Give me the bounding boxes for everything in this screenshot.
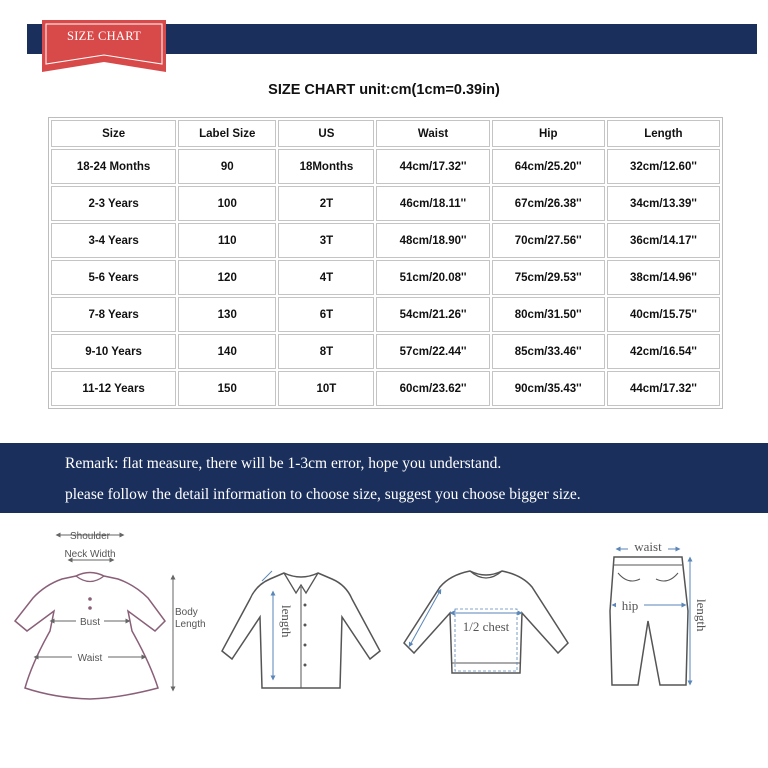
dress-neck-width-label: Neck Width — [64, 549, 116, 560]
cell-length: 44cm/17.32'' — [607, 371, 720, 406]
dress-length-label: Length — [175, 619, 206, 630]
measurement-diagrams — [0, 513, 768, 768]
cell-size: 11-12 Years — [51, 371, 176, 406]
table-row — [51, 223, 720, 258]
header-hip: Hip — [492, 120, 605, 147]
cell-us: 3T — [278, 223, 374, 258]
dress-bust-label: Bust — [79, 617, 101, 628]
dress-body-label: Body — [175, 607, 198, 618]
cell-label-size: 120 — [178, 260, 276, 295]
table-row — [51, 334, 720, 369]
cell-hip: 64cm/25.20'' — [492, 149, 605, 184]
header-waist: Waist — [376, 120, 489, 147]
header-length: Length — [607, 120, 720, 147]
pants-hip-label: hip — [621, 598, 639, 613]
cell-us: 8T — [278, 334, 374, 369]
cell-waist: 60cm/23.62'' — [376, 371, 489, 406]
cell-us: 6T — [278, 297, 374, 332]
cell-hip: 90cm/35.43'' — [492, 371, 605, 406]
cell-hip: 80cm/31.50'' — [492, 297, 605, 332]
shirt-diagram — [222, 571, 380, 688]
cell-label-size: 90 — [178, 149, 276, 184]
cell-size: 9-10 Years — [51, 334, 176, 369]
dress-shoulder-label: Shoulder — [69, 531, 111, 542]
size-chart-badge-label: SIZE CHART — [66, 29, 142, 43]
sweater-chest-label: 1/2 chest — [462, 619, 510, 634]
cell-us: 2T — [278, 186, 374, 221]
cell-waist: 48cm/18.90'' — [376, 223, 489, 258]
cell-hip: 67cm/26.38'' — [492, 186, 605, 221]
remark-line-2: please follow the detail information to choose size, suggest you choose bigger size. — [65, 486, 581, 503]
header-label-size: Label Size — [178, 120, 276, 147]
table-header-row — [51, 120, 720, 147]
header-us: US — [278, 120, 374, 147]
cell-waist: 46cm/18.11'' — [376, 186, 489, 221]
remark-banner — [0, 443, 768, 513]
cell-size: 5-6 Years — [51, 260, 176, 295]
cell-hip: 75cm/29.53'' — [492, 260, 605, 295]
cell-label-size: 130 — [178, 297, 276, 332]
pants-diagram — [610, 539, 709, 685]
pants-waist-label: waist — [634, 539, 662, 554]
cell-us: 4T — [278, 260, 374, 295]
table-row — [51, 186, 720, 221]
cell-size: 2-3 Years — [51, 186, 176, 221]
cell-length: 32cm/12.60'' — [607, 149, 720, 184]
cell-us: 18Months — [278, 149, 374, 184]
page-title: SIZE CHART unit:cm(1cm=0.39in) — [268, 82, 500, 98]
pants-length-label: length — [694, 599, 709, 632]
header-size: Size — [51, 120, 176, 147]
cell-us: 10T — [278, 371, 374, 406]
size-table — [48, 117, 723, 409]
cell-length: 38cm/14.96'' — [607, 260, 720, 295]
cell-waist: 44cm/17.32'' — [376, 149, 489, 184]
table-row — [51, 371, 720, 406]
cell-length: 34cm/13.39'' — [607, 186, 720, 221]
cell-length: 42cm/16.54'' — [607, 334, 720, 369]
shirt-length-label: length — [279, 605, 294, 638]
cell-size: 18-24 Months — [51, 149, 176, 184]
cell-waist: 57cm/22.44'' — [376, 334, 489, 369]
dress-outline — [15, 573, 165, 700]
cell-waist: 54cm/21.26'' — [376, 297, 489, 332]
table-row — [51, 149, 720, 184]
cell-hip: 70cm/27.56'' — [492, 223, 605, 258]
size-chart-ribbon — [42, 20, 166, 72]
table-row — [51, 297, 720, 332]
sweater-diagram — [404, 571, 568, 673]
cell-label-size: 110 — [178, 223, 276, 258]
cell-length: 40cm/15.75'' — [607, 297, 720, 332]
cell-hip: 85cm/33.46'' — [492, 334, 605, 369]
cell-size: 3-4 Years — [51, 223, 176, 258]
table-row — [51, 260, 720, 295]
cell-label-size: 150 — [178, 371, 276, 406]
dress-diagram — [15, 531, 206, 699]
cell-label-size: 140 — [178, 334, 276, 369]
remark-line-1: Remark: flat measure, there will be 1-3cm error, hope you understand. — [65, 455, 502, 472]
cell-length: 36cm/14.17'' — [607, 223, 720, 258]
dress-waist-label: Waist — [77, 653, 103, 664]
cell-label-size: 100 — [178, 186, 276, 221]
cell-waist: 51cm/20.08'' — [376, 260, 489, 295]
cell-size: 7-8 Years — [51, 297, 176, 332]
